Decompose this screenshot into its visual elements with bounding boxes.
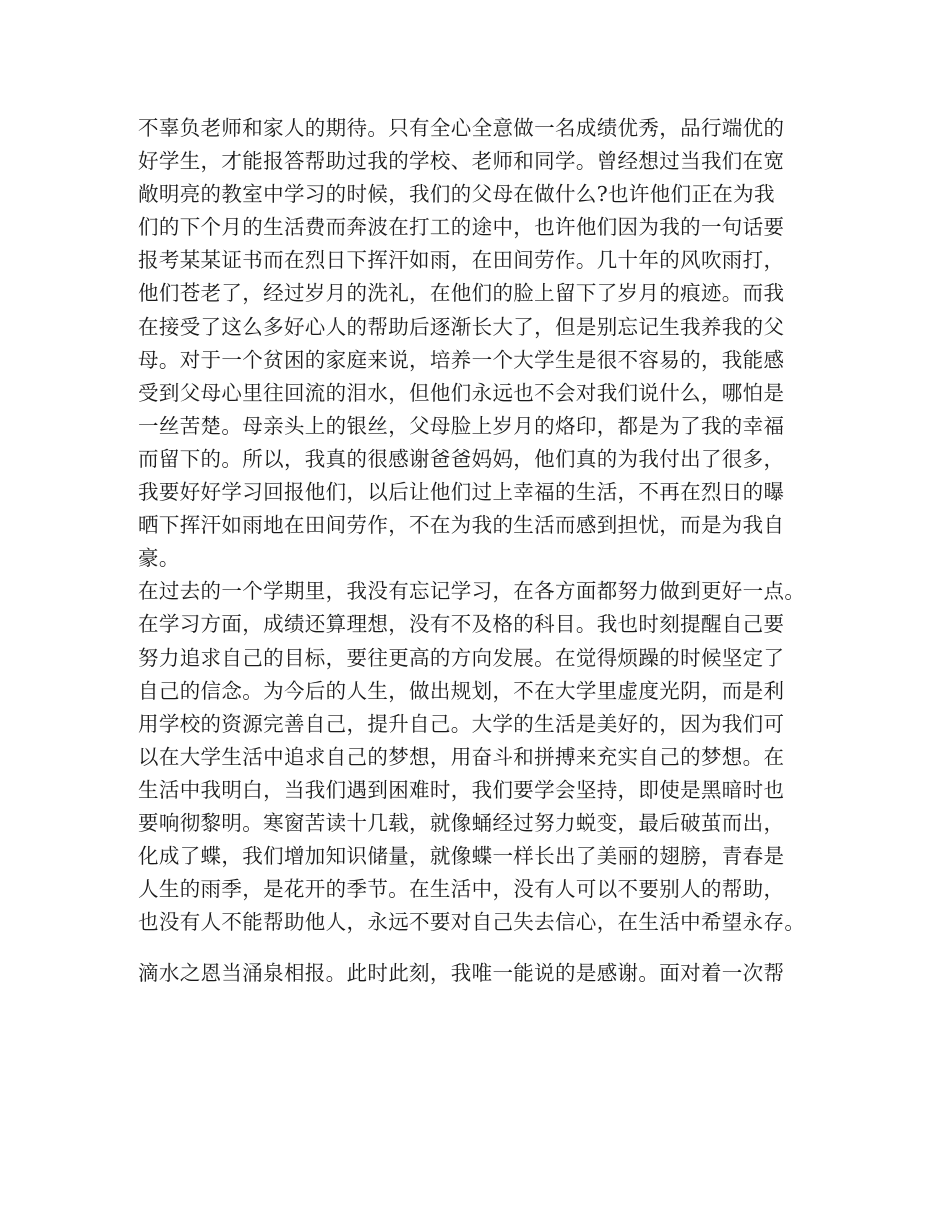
paragraph-spacer	[138, 939, 828, 957]
text-line: 用学校的资源完善自己，提升自己。大学的生活是美好的，因为我们可	[138, 711, 785, 736]
document-body	[138, 112, 828, 990]
text-line: 受到父母心里往回流的泪水，但他们永远也不会对我们说什么，哪怕是	[138, 380, 785, 405]
text-line: 他们苍老了，经过岁月的洗礼，在他们的脸上留下了岁月的痕迹。而我	[138, 281, 785, 306]
text-line: 敞明亮的教室中学习的时候，我们的父母在做什么?也许他们正在为我	[138, 182, 775, 207]
text-line: 生活中我明白，当我们遇到困难时，我们要学会坚持，即使是黑暗时也	[138, 777, 785, 802]
paragraph-3	[138, 957, 828, 990]
text-line: 好学生，才能报答帮助过我的学校、老师和同学。曾经想过当我们在宽	[138, 149, 785, 174]
text-line: 一丝苦楚。母亲头上的银丝，父母脸上岁月的烙印，都是为了我的幸福	[138, 413, 785, 438]
text-line: 人生的雨季，是花开的季节。在生活中，没有人可以不要别人的帮助，	[138, 877, 785, 902]
text-line: 以在大学生活中追求自己的梦想，用奋斗和拼搏来充实自己的梦想。在	[138, 744, 785, 769]
text-line: 母。对于一个贫困的家庭来说，培养一个大学生是很不容易的，我能感	[138, 347, 785, 372]
text-line: 们的下个月的生活费而奔波在打工的途中，也许他们因为我的一句话要	[138, 215, 785, 240]
text-line: 豪。	[138, 546, 180, 571]
text-line: 也没有人不能帮助他人，永远不要对自己失去信心，在生活中希望永存。	[138, 910, 806, 935]
text-line: 努力追求自己的目标，要往更高的方向发展。在觉得烦躁的时候坚定了	[138, 645, 785, 670]
text-line: 滴水之恩当涌泉相报。此时此刻，我唯一能说的是感谢。面对着一次帮	[138, 961, 785, 986]
text-line: 在学习方面，成绩还算理想，没有不及格的科目。我也时刻提醒自己要	[138, 612, 785, 637]
text-line: 化成了蝶，我们增加知识储量，就像蝶一样长出了美丽的翅膀，青春是	[138, 844, 785, 869]
text-line: 不辜负老师和家人的期待。只有全心全意做一名成绩优秀，品行端优的	[138, 116, 785, 140]
paragraph-2	[138, 575, 828, 939]
text-line: 自己的信念。为今后的人生，做出规划，不在大学里虚度光阴，而是利	[138, 678, 785, 703]
text-line: 报考某某证书而在烈日下挥汗如雨，在田间劳作。几十年的风吹雨打，	[138, 248, 785, 273]
text-line: 要响彻黎明。寒窗苦读十几载，就像蛹经过努力蜕变，最后破茧而出，	[138, 810, 785, 835]
text-line: 而留下的。所以，我真的很感谢爸爸妈妈，他们真的为我付出了很多，	[138, 446, 785, 471]
paragraph-1	[138, 112, 828, 575]
text-line: 晒下挥汗如雨地在田间劳作，不在为我的生活而感到担忧，而是为我自	[138, 513, 785, 538]
text-line: 在过去的一个学期里，我没有忘记学习，在各方面都努力做到更好一点。	[138, 579, 806, 604]
text-line: 我要好好学习回报他们，以后让他们过上幸福的生活，不再在烈日的曝	[138, 480, 785, 505]
text-line: 在接受了这么多好心人的帮助后逐渐长大了，但是别忘记生我养我的父	[138, 314, 785, 339]
